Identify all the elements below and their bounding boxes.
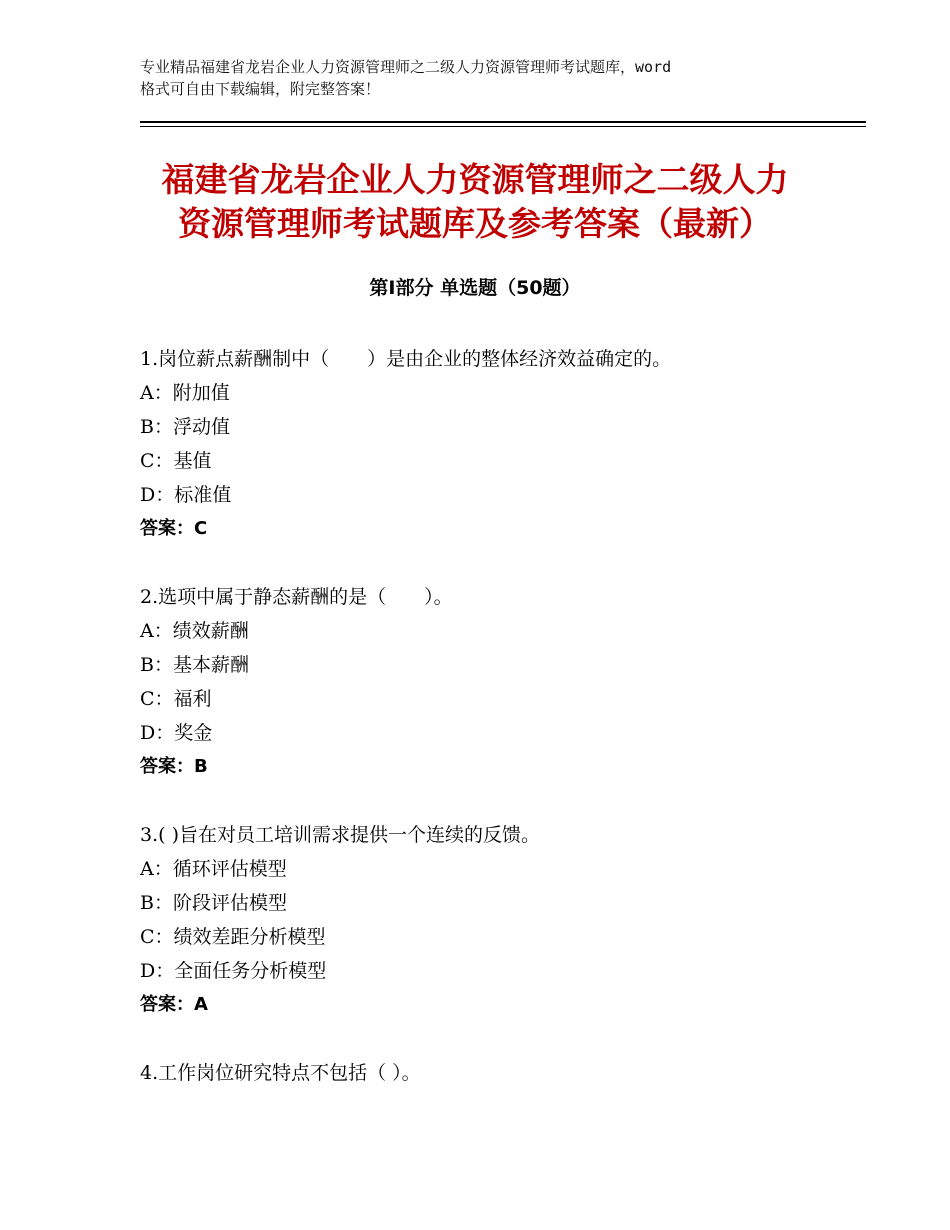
document-title <box>120 158 830 246</box>
option-c: C：绩效差距分析模型 <box>140 926 326 948</box>
question-2 <box>140 580 860 784</box>
option-b: B：基本薪酬 <box>140 654 249 676</box>
question-1 <box>140 342 860 546</box>
option-b: B：阶段评估模型 <box>140 892 287 914</box>
question-stem: 2.选项中属于静态薪酬的是（ ）。 <box>140 586 453 608</box>
answer: 答案：C <box>140 518 208 539</box>
document-title-line-1: 福建省龙岩企业人力资源管理师之二级人力 <box>161 160 789 199</box>
question-4 <box>140 1056 860 1090</box>
header-rule-thick <box>140 121 866 123</box>
option-a: A：绩效薪酬 <box>140 620 249 642</box>
option-b: B：浮动值 <box>140 416 230 438</box>
header-note-line-2: 格式可自由下载编辑，附完整答案！ <box>140 80 381 98</box>
option-c: C：基值 <box>140 450 212 472</box>
question-stem: 4.工作岗位研究特点不包括（ ）。 <box>140 1062 421 1084</box>
header-note-line-1: 专业精品福建省龙岩企业人力资源管理师之二级人力资源管理师考试题库，word <box>140 58 672 76</box>
question-list <box>140 342 860 1124</box>
option-a: A：附加值 <box>140 382 230 404</box>
option-d: D：奖金 <box>140 722 213 744</box>
question-stem: 3.( )旨在对员工培训需求提供一个连续的反馈。 <box>140 824 540 846</box>
answer: 答案：A <box>140 994 208 1015</box>
question-3 <box>140 818 860 1022</box>
option-d: D：标准值 <box>140 484 232 506</box>
option-c: C：福利 <box>140 688 212 710</box>
document-title-line-2: 资源管理师考试题库及参考答案（最新） <box>178 204 772 243</box>
section-title: 第Ⅰ部分 单选题（50题） <box>369 277 581 299</box>
option-a: A：循环评估模型 <box>140 858 287 880</box>
header-note <box>140 56 820 100</box>
answer: 答案：B <box>140 756 208 777</box>
option-d: D：全面任务分析模型 <box>140 960 327 982</box>
question-stem: 1.岗位薪点薪酬制中（ ）是由企业的整体经济效益确定的。 <box>140 348 672 370</box>
header-rule-thin <box>140 126 866 127</box>
